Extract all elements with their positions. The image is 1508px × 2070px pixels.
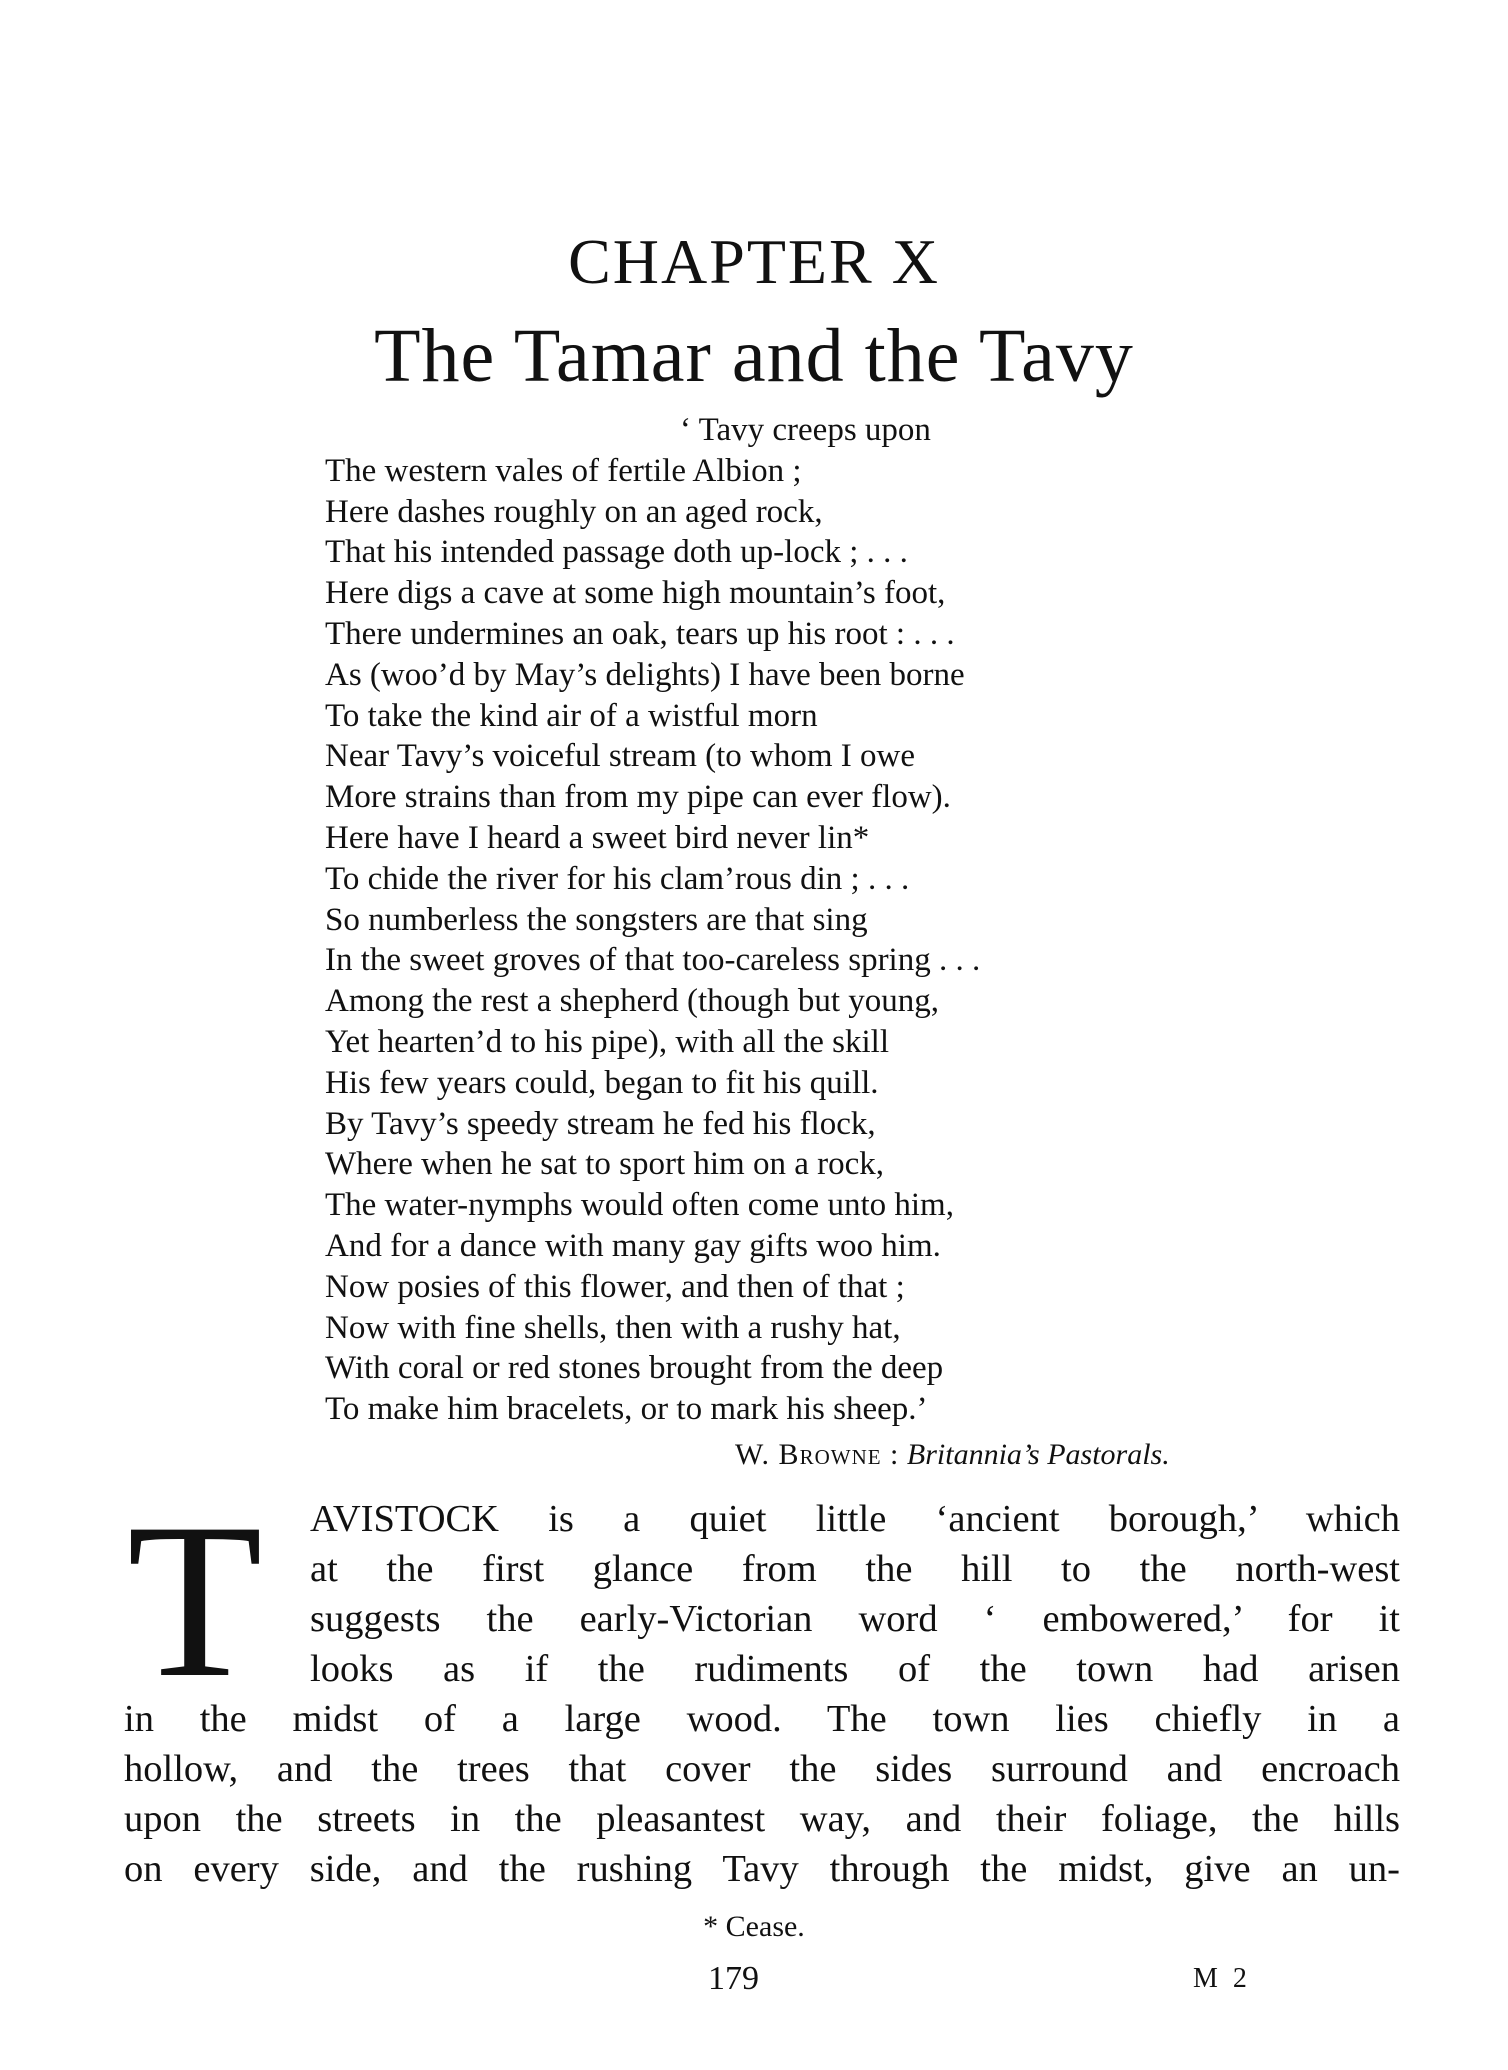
- verse-line: Here dashes roughly on an aged rock,: [325, 493, 823, 530]
- verse-line: There undermines an oak, tears up his root : . . .: [325, 615, 955, 652]
- footnote: * Cease.: [703, 1910, 805, 1943]
- page-number: 179: [708, 1960, 759, 1997]
- verse-line: Where when he sat to sport him on a rock,: [325, 1146, 885, 1183]
- verse-line: Here have I heard a sweet bird never lin*: [325, 819, 870, 856]
- verse-line: Here digs a cave at some high mountain’s foot,: [325, 575, 946, 612]
- prose-line: in the midst of a large wood. The town lies chiefly in a: [124, 1698, 1400, 1740]
- verse-line: Now posies of this flower, and then of that ;: [325, 1268, 905, 1305]
- verse-line: The water-nymphs would often come unto him,: [325, 1187, 954, 1224]
- verse-line: To make him bracelets, or to mark his sheep.’: [325, 1391, 928, 1428]
- prose-line: hollow, and the trees that cover the sides surround and encroach: [124, 1748, 1400, 1790]
- prose-line: AVISTOCK is a quiet little ‘ancient borough,’ which: [310, 1498, 1400, 1540]
- prose-line: looks as if the rudiments of the town had arisen: [310, 1648, 1400, 1690]
- chapter-title: The Tamar and the Tavy: [374, 314, 1134, 398]
- verse-line: As (woo’d by May’s delights) I have been borne: [325, 656, 965, 693]
- verse-line: ‘ Tavy creeps upon: [680, 412, 931, 448]
- verse-line: To take the kind air of a wistful morn: [325, 697, 818, 734]
- prose-line: on every side, and the rushing Tavy through the midst, give an un-: [124, 1848, 1400, 1890]
- epigraph-verse: [325, 410, 1375, 1430]
- verse-line: Among the rest a shepherd (though but young,: [325, 983, 940, 1020]
- verse-line: Near Tavy’s voiceful stream (to whom I owe: [325, 738, 915, 775]
- chapter-heading: CHAPTER X: [568, 226, 940, 297]
- attribution-work: Britannia’s Pastorals.: [906, 1438, 1170, 1471]
- verse-line: With coral or red stones brought from the deep: [325, 1350, 944, 1387]
- verse-line: Yet hearten’d to his pipe), with all the skill: [325, 1023, 889, 1060]
- verse-line: Now with fine shells, then with a rushy hat,: [325, 1309, 901, 1346]
- verse-line: By Tavy’s speedy stream he fed his flock,: [325, 1105, 876, 1142]
- verse-line: More strains than from my pipe can ever flow).: [325, 779, 951, 816]
- drop-cap: T: [127, 1478, 263, 1724]
- verse-line: So numberless the songsters are that sing: [325, 901, 868, 938]
- verse-line: In the sweet groves of that too-careless spring . . .: [325, 942, 981, 979]
- prose-line: upon the streets in the pleasantest way, and their foliage, the hills: [124, 1798, 1400, 1840]
- verse-line: To chide the river for his clam’rous din ; . . .: [325, 860, 910, 897]
- verse-line: The western vales of fertile Albion ;: [325, 452, 802, 489]
- prose-line: at the first glance from the hill to the north-west: [310, 1548, 1400, 1590]
- epigraph-attribution: [735, 1440, 1170, 1470]
- verse-line: And for a dance with many gay gifts woo him.: [325, 1227, 941, 1264]
- verse-line: That his intended passage doth up-lock ; . . .: [325, 534, 908, 571]
- attribution-author: W. Browne :: [735, 1438, 900, 1471]
- verse-line: His few years could, began to fit his quill.: [325, 1064, 879, 1101]
- signature-mark: M 2: [1193, 1963, 1251, 1994]
- prose-line: suggests the early-Victorian word ‘ embowered,’ for it: [310, 1598, 1400, 1640]
